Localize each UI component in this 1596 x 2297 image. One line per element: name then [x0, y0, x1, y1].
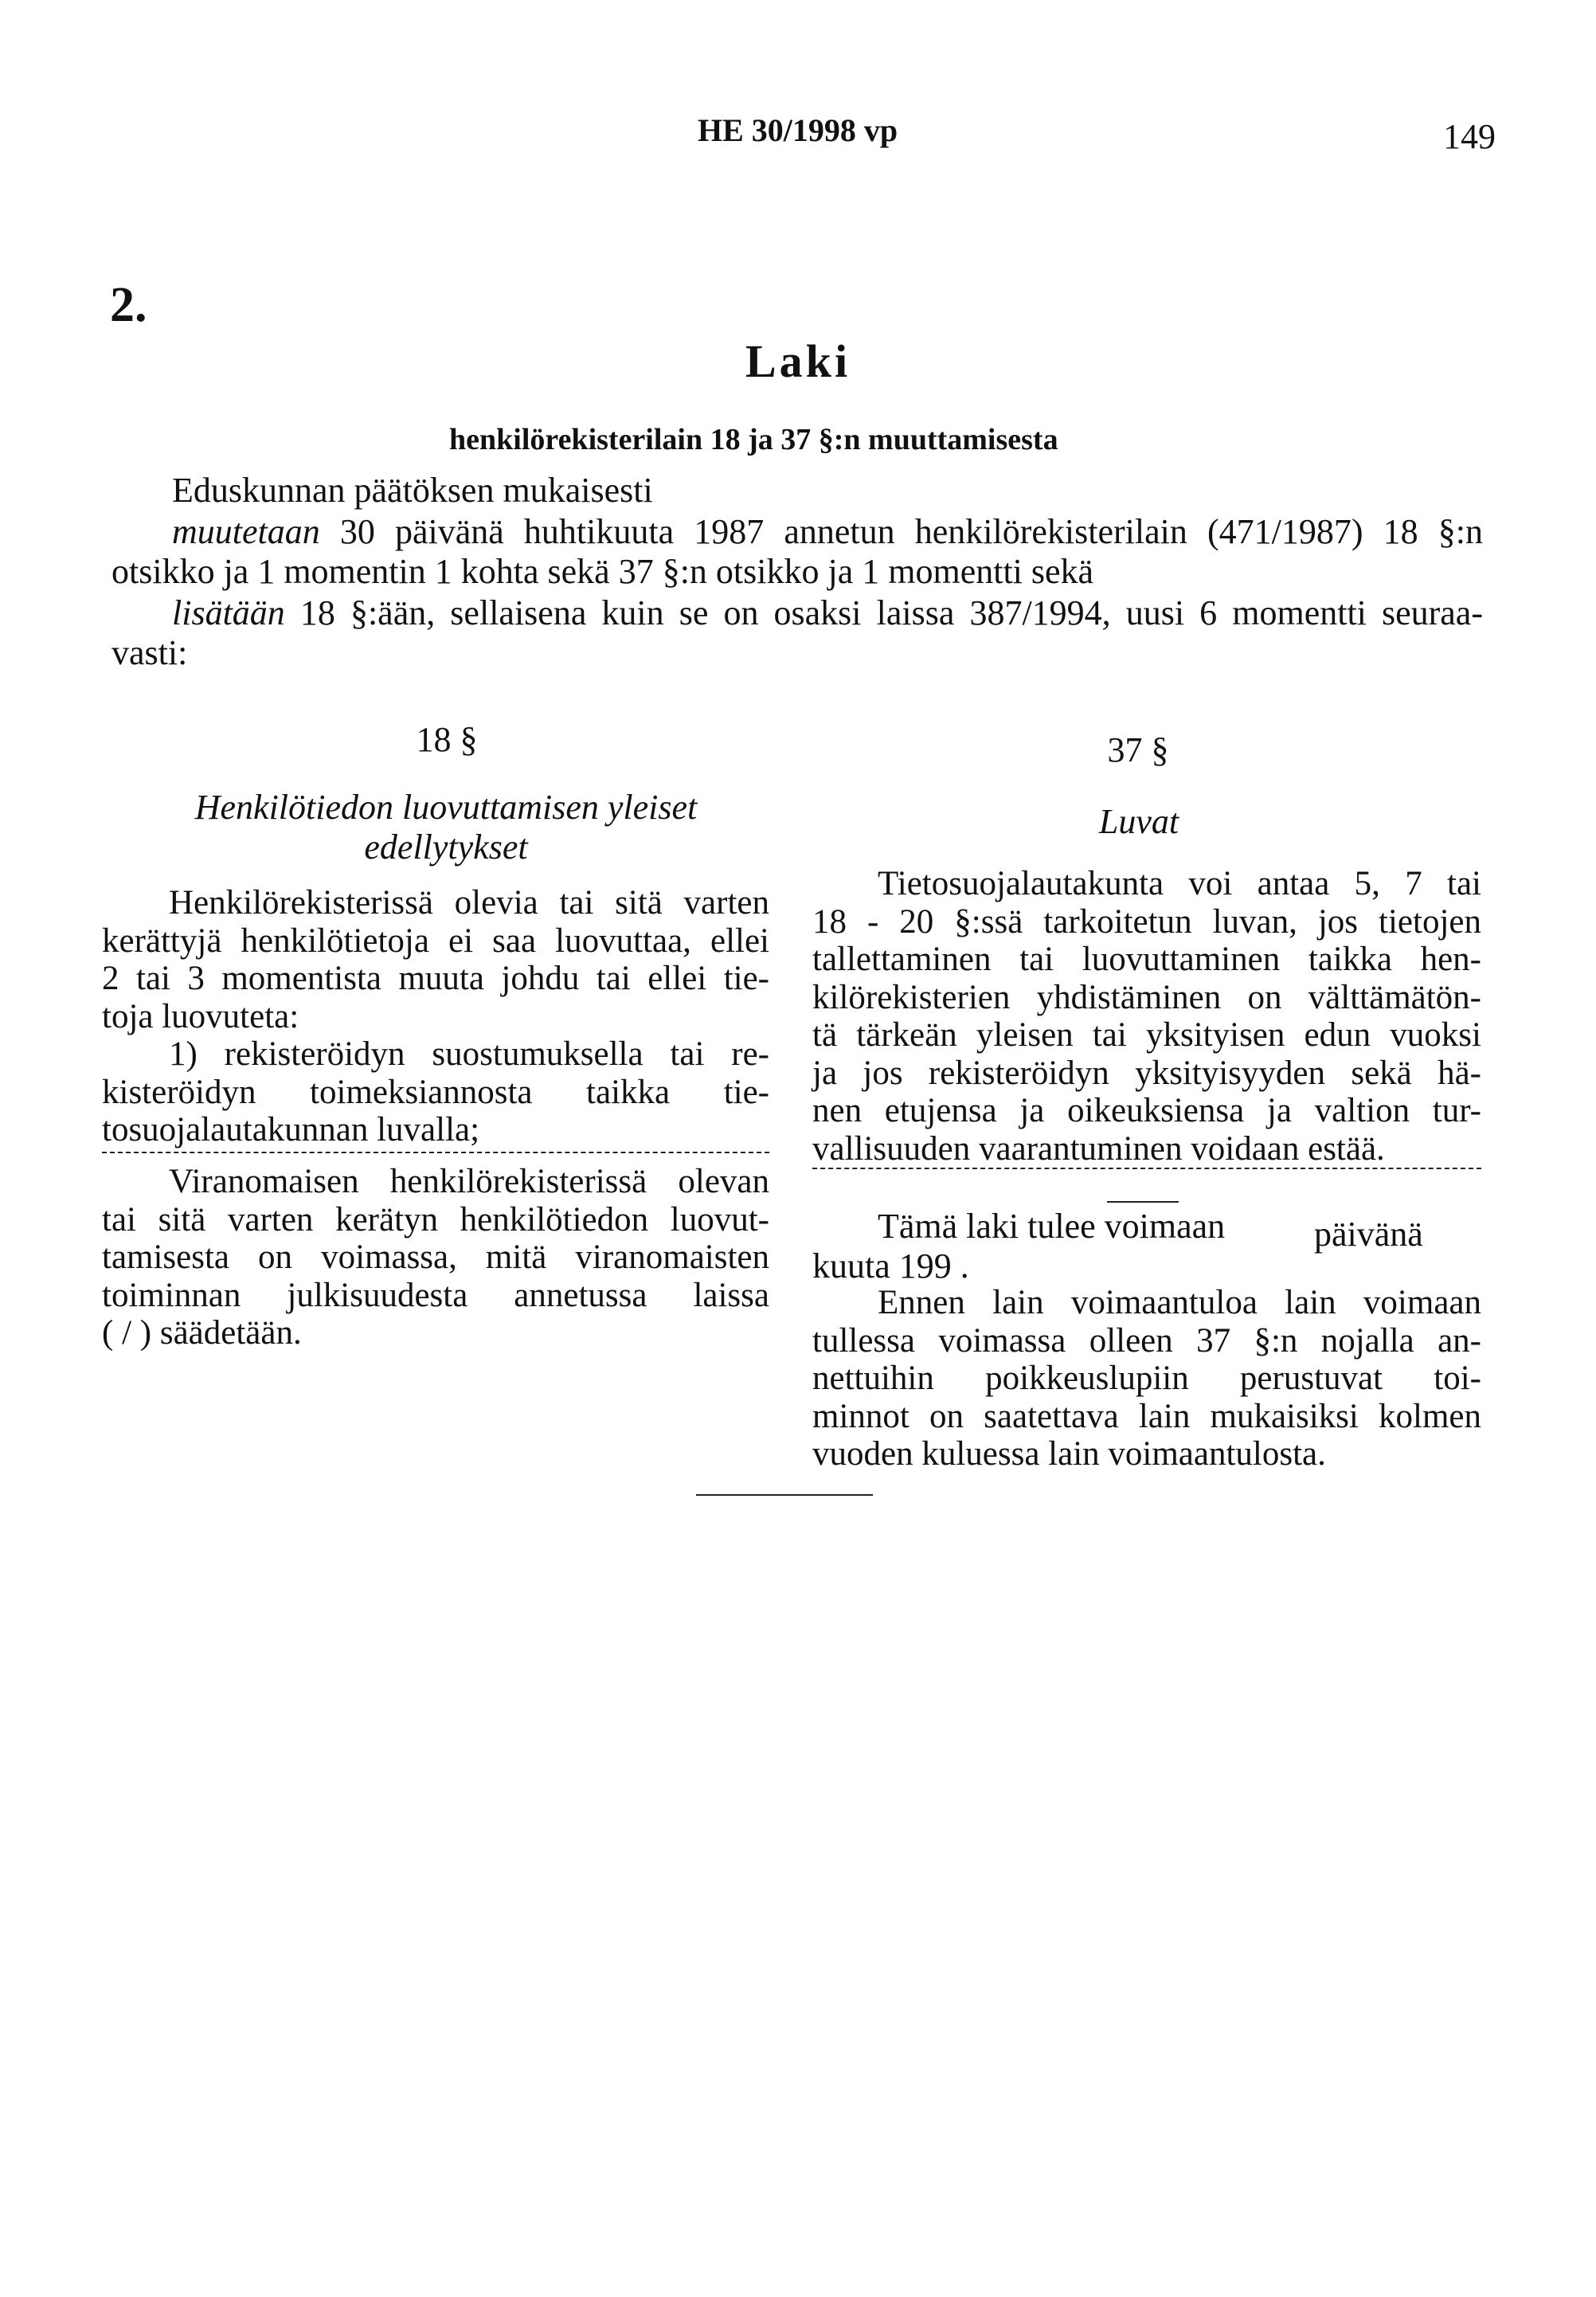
text-line: tä tärkeän yleisen tai yksityisen edun vuoksi: [812, 1016, 1481, 1054]
text-line: kisteröidyn toimeksiannosta taikka tie-: [102, 1073, 769, 1111]
section-number: 2.: [110, 278, 147, 332]
text-line: 18 - 20 §:ssä tarkoitetun luvan, jos tietojen: [812, 902, 1481, 941]
text-line: kilörekisterien yhdistäminen on välttämätön-: [812, 978, 1481, 1016]
left-section-heading-line-2: edellytykset: [364, 828, 528, 867]
entry-into-force-date-word: päivänä: [1314, 1215, 1423, 1254]
transition-paragraph: [812, 1284, 1481, 1473]
text-line: kerättyjä henkilötietoja ei saa luovuttaa, ellei: [102, 922, 769, 960]
text-line: 2 tai 3 momentista muuta johdu tai ellei tie-: [102, 960, 769, 997]
text-line: minnot on saatettava lain mukaisiksi kolmen: [812, 1397, 1481, 1435]
text-line: toiminnan julkisuudesta annetussa laissa: [102, 1276, 769, 1314]
add-clause-line-2: vasti:: [111, 633, 188, 672]
law-subtitle: henkilörekisterilain 18 ja 37 §:n muuttamisesta: [449, 423, 1058, 456]
text-line: Ennen lain voimaantuloa lain voimaan: [878, 1284, 1481, 1321]
document-id: HE 30/1998 vp: [698, 112, 898, 148]
amend-clause-line-2: otsikko ja 1 momentin 1 kohta sekä 37 §:n otsikko ja 1 momentti sekä: [111, 552, 1094, 591]
amend-keyword: muutetaan: [172, 512, 320, 551]
amend-line-1-text: 30 päivänä huhtikuuta 1987 annetun henkilörekisterilain (471/1987) 18 §:n: [319, 512, 1483, 551]
text-line: nettuihin poikkeuslupiin perustuvat toi-: [812, 1360, 1481, 1397]
right-section-number: 37 §: [1107, 730, 1169, 769]
text-line: ja jos rekisteröidyn yksityisyyden sekä hä-: [812, 1054, 1481, 1092]
entry-into-force-line-1: Tämä laki tulee voimaan: [878, 1207, 1226, 1246]
law-title: Laki: [745, 335, 851, 387]
omission-dashes: [102, 1152, 769, 1153]
text-line: nen etujensa ja oikeuksiensa ja valtion tur-: [812, 1092, 1481, 1129]
left-item-1: [102, 1035, 769, 1149]
page-number: 149: [1443, 117, 1496, 156]
omission-dashes: [812, 1168, 1481, 1169]
text-line: vuoden kuluessa lain voimaantulosta.: [812, 1435, 1326, 1473]
text-line: tai sitä varten kerätyn henkilötiedon luovut-: [102, 1200, 769, 1239]
end-rule: [696, 1494, 873, 1496]
left-paragraph-2: [102, 1163, 769, 1352]
left-section-number: 18 §: [416, 720, 478, 759]
text-line: toja luovuteta:: [102, 997, 299, 1035]
text-line: Tietosuojalautakunta voi antaa 5, 7 tai: [878, 865, 1481, 902]
text-line: vallisuuden vaarantuminen voidaan estää.: [812, 1129, 1385, 1168]
text-line: ( / ) säädetään.: [102, 1314, 302, 1352]
right-section-heading: Luvat: [1098, 802, 1179, 841]
text-line: Henkilörekisterissä olevia tai sitä varten: [169, 884, 769, 922]
left-section-heading-line-1: Henkilötiedon luovuttamisen yleiset: [194, 788, 698, 827]
text-line: tallettaminen tai luovuttaminen taikka hen-: [812, 941, 1481, 978]
text-line: 1) rekisteröidyn suostumuksella tai re-: [169, 1035, 769, 1073]
add-keyword: lisätään: [172, 593, 285, 632]
enacting-clause: Eduskunnan päätöksen mukaisesti: [172, 471, 653, 510]
text-line: tamisesta on voimassa, mitä viranomaisten: [102, 1239, 769, 1276]
amend-clause-line-1: [172, 513, 1483, 551]
text-line: tullessa voimassa olleen 37 §:n nojalla an-: [812, 1321, 1481, 1360]
right-paragraph-1: [812, 865, 1481, 1168]
add-line-1-text: 18 §:ään, sellaisena kuin se on osaksi laissa 387/1994, uusi 6 momentti seuraa-: [284, 593, 1483, 632]
left-paragraph-1: [102, 884, 769, 1035]
add-clause-line-1: [172, 594, 1483, 632]
text-line: Viranomaisen henkilörekisterissä olevan: [169, 1163, 769, 1200]
entry-into-force-line-2: kuuta 199 .: [812, 1246, 969, 1285]
short-rule: [1107, 1201, 1179, 1203]
text-line: tosuojalautakunnan luvalla;: [102, 1111, 480, 1148]
